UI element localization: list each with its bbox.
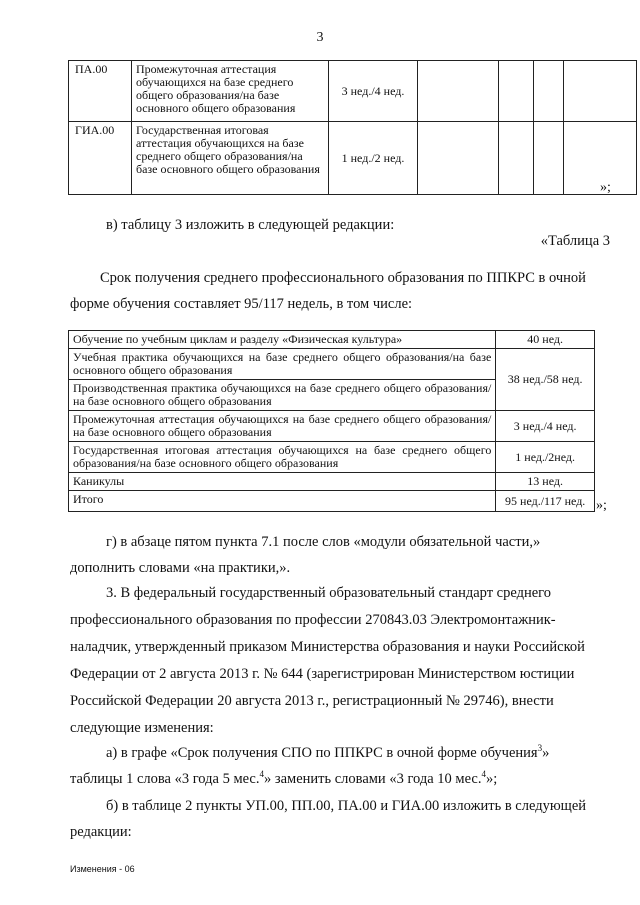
paragraph-a: а) в графе «Срок получения СПО по ППКРС в очной форме обучения$^3$» таблицы 1 слова «3 года 5 мес.$^4$» заменить словами «3 года 10 мес.$^4$»; (70, 743, 550, 787)
row-desc: Каникулы (69, 473, 496, 491)
row-desc: Производственная практика обучающихся на базе среднего общего образования/на базе основного общего образования (69, 380, 496, 411)
empty-cell (534, 61, 564, 122)
table3-label: «Таблица 3 (540, 233, 610, 249)
table-row (69, 61, 637, 122)
paragraph-b: б) в таблице 2 пункты УП.00, ПП.00, ПА.00 и ГИА.00 изложить в следующей редакции: (70, 798, 587, 840)
row-code: ГИА.00 (69, 122, 132, 195)
paragraph-v: в) таблицу 3 изложить в следующей редакции: (106, 217, 395, 233)
page-number: 3 (316, 30, 324, 45)
table-row (69, 473, 595, 491)
row-value: 40 нед. (496, 331, 595, 349)
empty-cell (499, 61, 534, 122)
empty-cell (499, 122, 534, 195)
row-value: 1 нед./2нед. (496, 442, 595, 473)
row-code: ПА.00 (69, 61, 132, 122)
empty-cell (534, 122, 564, 195)
row-value: 3 нед./4 нед. (496, 411, 595, 442)
closing-quote: »; (596, 498, 607, 513)
row-duration: 3 нед./4 нед. (329, 61, 418, 122)
table-curriculum-fragment (68, 60, 637, 195)
row-desc: Государственная итоговая аттестация обучающихся на базе среднего общего образования/на базе основного общего образования (69, 442, 496, 473)
table-row (69, 331, 595, 349)
paragraph-g: г) в абзаце пятом пункта 7.1 после слов «модули обязательной части,» дополнить словами «на практики,». (70, 534, 541, 576)
paragraph-intro: Срок получения среднего профессионального образования по ППКРС в очной форме обучения составляет 95/117 недель, в том числе: (70, 270, 586, 312)
row-desc: Промежуточная аттестация обучающихся на базе среднего общего образования/на базе основного общего образования (69, 411, 496, 442)
paragraph-3: 3. В федеральный государственный образовательный стандарт среднего профессионального образования по профессии 270843.03 Электромонтажник- наладчик, утвержденный приказом Министерства образования и науки Российской Федерации от 2 августа 2013 г. № 644 (зарегистрирован Министерством юстиции Российской Федерации 20 августа 2013 г., регистрационный № 29746), внести следующие изменения: (70, 585, 585, 736)
table-3 (68, 330, 595, 512)
row-value: 38 нед./58 нед. (496, 349, 595, 411)
table-row (69, 411, 595, 442)
table-row (69, 491, 595, 512)
table-row (69, 442, 595, 473)
table-row (69, 122, 637, 195)
row-desc: Обучение по учебным циклам и разделу «Физическая культура» (69, 331, 496, 349)
table-row (69, 349, 595, 380)
footer-note: Изменения - 06 (70, 864, 135, 874)
empty-cell (564, 61, 637, 122)
row-name: Промежуточная аттестация обучающихся на базе среднего общего образования/на базе основного общего образования (132, 61, 329, 122)
empty-cell (418, 61, 499, 122)
closing-quote: »; (600, 180, 611, 195)
row-value: 13 нед. (496, 473, 595, 491)
row-desc: Итого (69, 491, 496, 512)
row-duration: 1 нед./2 нед. (329, 122, 418, 195)
row-name: Государственная итоговая аттестация обучающихся на базе среднего общего образования/на базе основного общего образования (132, 122, 329, 195)
empty-cell (418, 122, 499, 195)
row-value: 95 нед./117 нед. (496, 491, 595, 512)
row-desc: Учебная практика обучающихся на базе среднего общего образования/на базе основного общего образования (69, 349, 496, 380)
